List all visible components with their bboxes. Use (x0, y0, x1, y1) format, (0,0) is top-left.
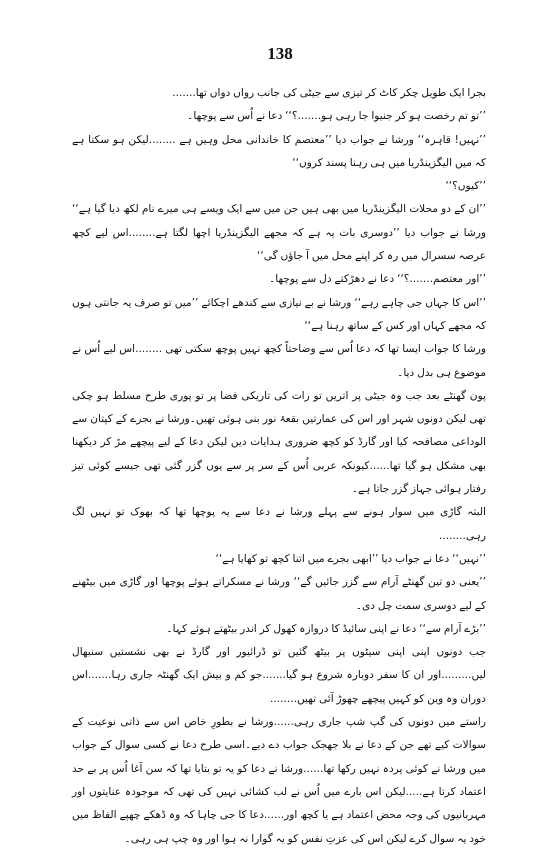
body-text (72, 82, 486, 851)
page-number: 138 (267, 44, 293, 63)
paragraph: ’’اس کا جہاں جی چاہے رہے‘‘ ورشا نے بے نیازی سے کندھے اچکائے ’’میں تو صرف یہ جانتی ہوں کہ مجھے کہاں اور کس کے ساتھ رہنا ہے‘‘ (72, 296, 486, 332)
paragraph: ’’یعنی دو تین گھنٹے آرام سے گزر جائیں گے‘‘ ورشا نے مسکراتے ہوئے پوچھا اور گاڑی میں بیٹھنے کے لیے دوسری سمت چل دی۔ (72, 576, 486, 612)
paragraph: ’’نہیں‘‘ دعا نے جواب دیا ’’ابھی بجرے میں اتنا کچھ تو کھایا ہے‘‘ (215, 552, 486, 565)
paragraph: پون گھنٹے بعد جب وہ جیٹی پر اتریں تو رات کی تاریکی فضا پر تو پوری طرح مسلط ہو چکی تھی لیکن دونوں شہر اور اس کی عمارتیں بقعۂ نور بنی ہوئی تھیں۔ورشا نے بجرے کے کپتان سے الوداعی مصافحہ کیا اور گارڈ کو کچھ ضروری ہدایات دیں لیکن دعا کے لیے پیچھے مڑ کر دیکھنا بھی مشکل ہو گیا تھا......کیونکہ عربی اُس کے سر پر سے یوں گزر گئی تھی جیسے کوئی تیز رفتار ہوائی جہاز گزر جاتا ہے۔ (72, 389, 486, 496)
paragraph: ’’اور معتصم.......؟‘‘ دعا نے دھڑکتے دل سے پوچھا۔ (269, 273, 486, 286)
paragraph: بجرا ایک طویل چکر کاٹ کر تیزی سے جیٹی کی جانب رواں دواں تھا....... (172, 87, 486, 99)
paragraph: ’’نہیں! قاہرہ‘‘ ورشا نے جواب دیا ’’معتصم کا خاندانی محل وہیں ہے ........لیکن ہو سکتا ہے کہ میں الیگزینڈریا میں ہی رہنا پسند کروں‘‘ (72, 133, 486, 169)
paragraph: جب دونوں اپنی اپنی سیٹوں پر بیٹھ گئیں تو ڈرائیور اور گارڈ نے بھی نشستیں سنبھال لیں.........اور ان کا سفر دوبارہ شروع ہو گیا.......جو کم و بیش ایک گھنٹہ جاری رہا.......اس دوران وہ وین کو کہیں پیچھے چھوڑ آئی تھیں........ (72, 646, 486, 705)
paragraph: ورشا کا جواب ایسا تھا کہ دعا اُس سے وضاحتاً کچھ نہیں پوچھ سکتی تھی ........اس لیے اُس نے موضوع ہی بدل دیا۔ (72, 343, 486, 379)
paragraph: ’’کیوں؟‘‘ (445, 180, 486, 193)
paragraph: البتہ گاڑی میں سوار ہونے سے پہلے ورشا نے دعا سے یہ پوچھا تھا کہ بھوک تو نہیں لگ رہی........ (72, 506, 486, 542)
paragraph: ’’ان کے دو محلات الیگزینڈریا میں بھی ہیں جن میں سے ایک ویسے ہی میرے نام لکھ دیا گیا ہے‘‘ ورشا نے جواب دیا ’’دوسری بات یہ ہے کہ مجھے الیگزینڈریا اچھا لگتا ہے........اس لیے کچھ عرصہ سسرال میں رہ کر اپنے محل میں آ جاؤں گی‘‘ (72, 203, 486, 263)
paragraph: ’’تو تم رخصت ہو کر جنیوا جا رہی ہو.......؟‘‘ دعا نے اُس سے پوچھا۔ (187, 110, 486, 123)
paragraph: راستے میں دونوں کی گپ شپ جاری رہی......ورشا نے بطورِ خاص اس سے ذاتی نوعیت کے سوالات کیے تھے جن کے دعا نے بلا جھجک جواب دے دیے۔اسی طرح دعا نے کسی سوال کے جواب میں ورشا نے کوئی پردہ نہیں رکھا تھا......ورشا نے دعا کو یہ تو بتایا تھا کہ سن آغا اُس پر بے حد اعتماد کرتا ہے.....لیکن اس بارے میں اُس نے لب کشائی نہیں کی تھی کہ موجودہ عنایتوں اور مہربانیوں کی وجہ محض اعتماد ہے یا کچھ اور......دعا کا جی چاہا کہ وہ ڈھکے چھپے الفاظ میں خود یہ سوال کرے لیکن اس کی عزتِ نفس کو یہ گوارا نہ ہوا اور وہ چپ ہی رہی۔ (72, 716, 486, 845)
paragraph: ’’بڑے آرام سے‘‘ دعا نے اپنی سائیڈ کا دروازہ کھول کر اندر بیٹھتے ہوئے کہا۔ (166, 622, 486, 635)
